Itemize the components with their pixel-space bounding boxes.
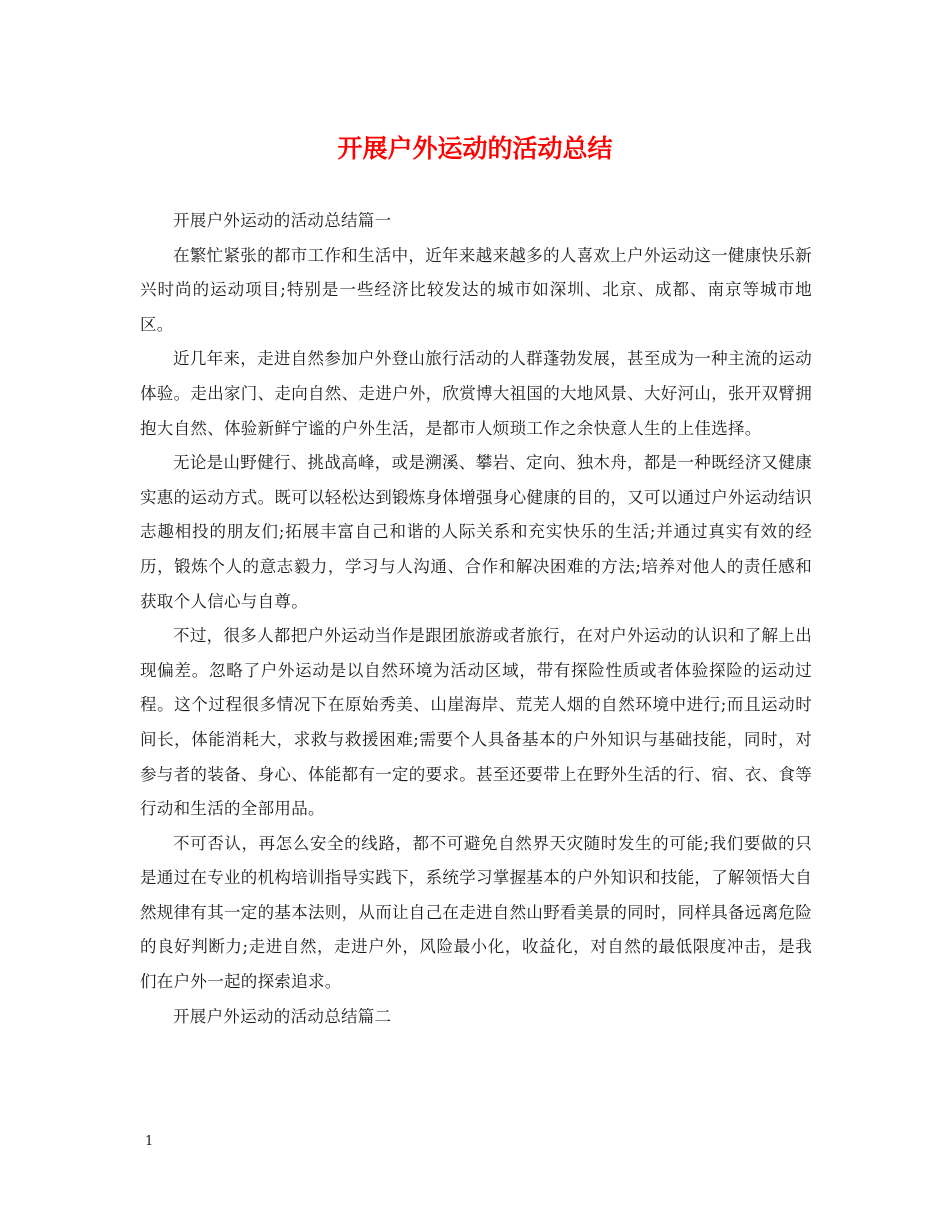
paragraph: 在繁忙紧张的都市工作和生活中，近年来越来越多的人喜欢上户外运动这一健康快乐新兴时尚的运动项目;特别是一些经济比较发达的城市如深圳、北京、成都、南京等城市地区。 [140, 245, 812, 334]
document-body [140, 204, 812, 1034]
section-heading-1: 开展户外运动的活动总结篇一 [173, 211, 392, 230]
section-heading-2: 开展户外运动的活动总结篇二 [173, 1006, 392, 1026]
paragraph: 不可否认，再怎么安全的线路，都不可避免自然界天灾随时发生的可能;我们要做的只是通过在专业的机构培训指导实践下，系统学习掌握基本的户外知识和技能，了解领悟大自然规律有其一定的基本法则，从而让自己在走进自然山野看美景的同时，同样具备远离危险的良好判断力;走进自然，走进户外，风险最小化，收益化，对自然的最低限度冲击，是我们在户外一起的探索追求。 [140, 833, 812, 992]
paragraph: 不过，很多人都把户外运动当作是跟团旅游或者旅行，在对户外运动的认识和了解上出现偏差。忽略了户外运动是以自然环境为活动区域，带有探险性质或者体验探险的运动过程。这个过程很多情况下在原始秀美、山崖海岸、荒芜人烟的自然环境中进行;而且运动时间长，体能消耗大，求救与救援困难;需要个人具备基本的户外知识与基础技能，同时，对参与者的装备、身心、体能都有一定的要求。甚至还要带上在野外生活的行、宿、衣、食等行动和生活的全部用品。 [140, 626, 812, 819]
paragraph: 无论是山野健行、挑战高峰，或是溯溪、攀岩、定向、独木舟，都是一种既经济又健康实惠的运动方式。既可以轻松达到锻炼身体增强身心健康的目的，又可以通过户外运动结识志趣相投的朋友们;拓展丰富自己和谐的人际关系和充实快乐的生活;并通过真实有效的经历，锻炼个人的意志毅力，学习与人沟通、合作和解决困难的方法;培养对他人的责任感和获取个人信心与自尊。 [140, 453, 812, 611]
page-number: 1 [145, 1134, 154, 1149]
page-title: 开展户外运动的活动总结 [337, 134, 613, 163]
paragraph: 近几年来，走进自然参加户外登山旅行活动的人群蓬勃发展，甚至成为一种主流的运动体验。走出家门、走向自然、走进户外，欣赏博大祖国的大地风景、大好河山，张开双臂拥抱大自然、体验新鲜宁谧的户外生活，是都市人烦琐工作之余快意人生的上佳选择。 [140, 349, 812, 438]
